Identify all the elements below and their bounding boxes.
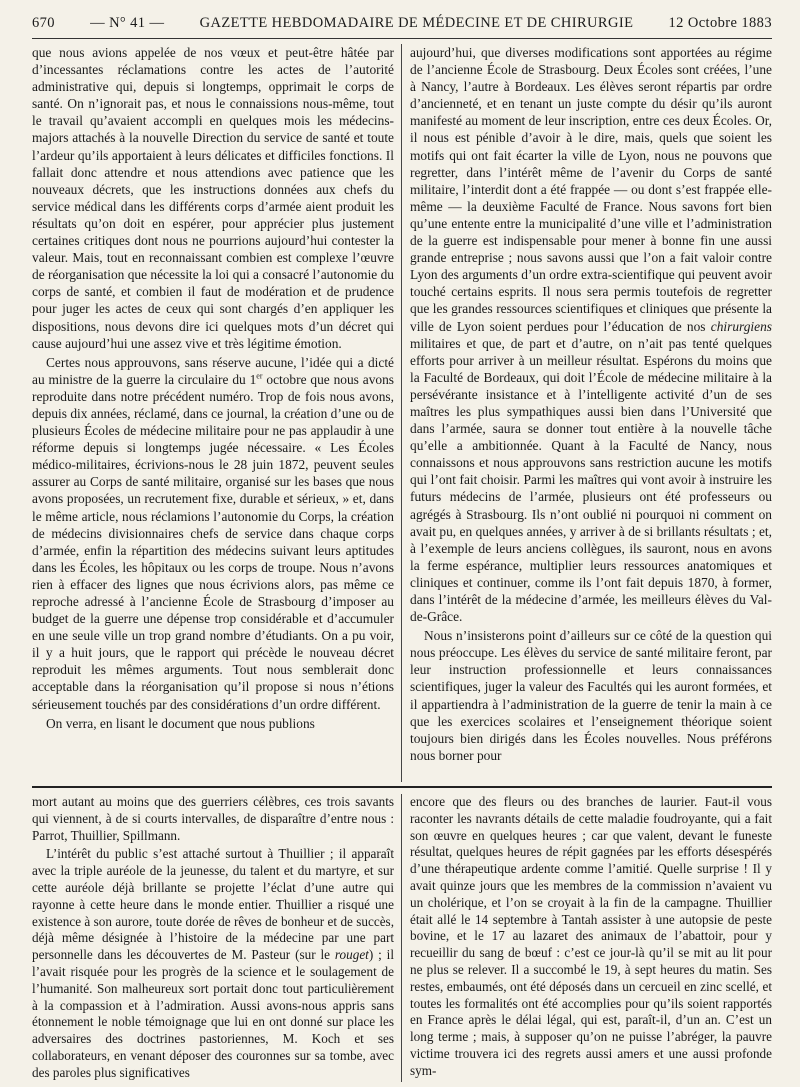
section-divider <box>32 786 772 788</box>
paragraph: Nous n’insisterons point d’ailleurs sur ce côté de la question qui nous préoccupe. Les élèves du service de santé militaire feront, par leur instruction professionnelle et leurs connaissances scientifiques, juger la valeur des Facultés qui les auront formées, et il appartiendra à l’administration de la guerre de tenir la main à ce que les exercices scolaires et l’enseignement théorique soient toujours bien dirigés dans les Écoles nouvelles. Nous préférons nous borner pour <box>410 628 772 763</box>
issue-date: 12 Octobre 1883 <box>668 14 772 31</box>
article-column-right <box>410 44 772 782</box>
feuilleton-column-left <box>32 794 394 1082</box>
paragraph: aujourd’hui, que diverses modifications sont apportées au régime de l’ancienne École de Strasbourg. Deux Écoles sont créées, l’une à Nancy, l’autre à Bordeaux. Les élèves seront répartis par ordre d’ancienneté, et en tenant un juste compte du désir qu’ils auront manifesté au moment de leur inscription, entre ces deux Écoles. Or, il nous est pénible d’avoir à le dire, mais, quels que soient les motifs qui ont fait écarter la ville de Lyon, nous ne pouvons que regretter, dans l’intérêt même de l’avenir du Corps de santé militaire, l’interdit dont a été frappée — ou dont s’est frappée elle-même — la deuxième Faculté de France. Nous savons fort bien qu’une entente entre la municipalité d’une ville et l’administration de la guerre est indispensable pour mener à bonne fin une aussi grande entreprise ; nous savons aussi que l’on a fait valoir contre Lyon des arguments d’un ordre extra-scientifique qui peuvent avoir touché certains esprits. Il nous sera permis toutefois de regretter que les grandes ressources scientifiques et cliniques que présente la ville de Lyon soient perdues pour l’éducation de nos chirurgiens militaires et que, de part et d’autre, on n’ait pas tenté quelques efforts pour arriver à un meilleur résultat. Espérons du moins que la Faculté de Bordeaux, qui doit l’École de médecine militaire à la persévérante insistance et à l’intelligente activité d’un de ses maîtres les plus sympathiques aussi bien dans l’Université que dans l’armée, saura se donner tout entière à la nouvelle tâche qu’elle a ambitionnée. Quant à la Faculté de Nancy, nous connaissons et nous approuvons sans restriction aucune les motifs qui l’ont fait choisir. Parmi les maîtres qui vont avoir à instruire les futurs médecins de l’armée, plusieurs ont été professeurs ou agrégés à Strasbourg. Ils n’ont oublié ni pourquoi ni comment on avait pu, en quelques années, y arriver à de si brillants résultats ; et, à l’exemple de leurs anciens collègues, ils sauront, nous en avons la ferme espérance, multiplier leurs ressources anatomiques et cliniques et continuer, comme ils l’ont fait depuis 1870, à former, dans l’intérêt de la médecine d’armée, les meilleurs élèves du Val-de-Grâce. <box>410 45 772 625</box>
page-header <box>32 12 772 34</box>
paragraph: On verra, en lisant le document que nous publions <box>46 715 315 731</box>
column-divider <box>401 794 402 1082</box>
page-number: 670 <box>32 14 55 31</box>
article-column-left <box>32 44 394 782</box>
column-divider <box>401 44 402 782</box>
paragraph: encore que des fleurs ou des branches de laurier. Faut-il vous raconter les navrants détails de cette maladie foudroyante, qui a fait son œuvre en quelques heures ; car que valent, devant le funeste résultat, quelques heures de répit gagnées par les efforts désespérés d’une thérapeutique ardente comme l’amitié. Quelle surprise ! Il y avait quinze jours que les membres de la commission n’avaient vu un cholérique, et l’on se croyait à la fin de la campagne. Thuillier était allé le 14 septembre à Tantah assister à une autopsie de peste bovine, et le 17 au lazaret des animaux de l’abattoir, pour y recueillir du sang de bœuf : c’est ce jour-là qu’il se mit au lit pour ne plus se relever. Il a succombé le 19, à sept heures du matin. Ses restes, embaumés, ont été déposés dans un cercueil en zinc scellé, et toutes les formalités ont été accomplies pour qu’ils soient rapportés en France après le délai légal, qui est, paraît-il, d’un an. C’est un long terme ; mais, à supposer qu’on ne puisse l’abréger, la pauvre victime trouvera ici des regrets aussi amers et une aussi profonde sym- <box>410 794 772 1078</box>
paragraph: mort autant au moins que des guerriers célèbres, ces trois savants qui viennent, à de si courts intervalles, de disparaître d’entre nous : Parrot, Thuillier, Spillmann. <box>32 794 394 843</box>
issue-number: — N° 41 — <box>90 14 165 31</box>
feuilleton-column-right <box>410 794 772 1082</box>
paragraph: Certes nous approuvons, sans réserve aucune, l’idée qui a dicté au ministre de la guerre la circulaire du 1er octobre que nous avons reproduite dans notre précédent numéro. Trop de fois nous avons, depuis dix années, réclamé, dans ce journal, la création d’une ou de plusieurs Écoles de médecine militaire pour ne pas applaudir à une réforme depuis si longtemps jugée nécessaire. « Les Écoles médico-militaires, écrivions-nous le 28 juin 1872, peuvent seules assurer au Corps de santé militaire, organisé sur les bases que nous avons proposées, un recrutement fixe, durable et sérieux, » et, dans le même article, nous réclamions l’autonomie du Corps, la création de médecins divisionnaires chefs de service dans chaque corps d’armée, enfin la répartition des médecins suivant leurs aptitudes dans les Écoles, les hôpitaux ou les corps de troupe. Nous n’avons rien à effacer des lignes que nous écrivions alors, pas même ce reproche adressé à l’ancienne École de Strasbourg d’imposer au budget de la guerre une dépense trop considérable et d’accumuler en une seule ville un trop grand nombre d’étudiants. On a pu voir, il y a huit jours, que le rapport qui précède le nouveau décret reproduit les mêmes arguments. Tout nous semblerait donc acceptable dans la réorganisation qu’il propose si nous n’étions sérieusement touchés par des considérations d’un ordre différent. <box>32 354 394 712</box>
paragraph: que nous avions appelée de nos vœux et peut-être hâtée par d’incessantes réclamations contre les actes de l’autorité administrative qui, depuis si longtemps, opprimait le corps de santé. On n’ignorait pas, et nous le connaissions nous-même, tout le travail qu’avaient accompli en quelques mois les médecins-majors attachés à la nouvelle Direction du service de santé et toute l’ardeur qu’ils apportaient à leurs délicates et difficiles fonctions. Il fallait donc attendre et nous attendions avec patience que les nouveaux décrets, que les instructions données aux chefs du service médical dans les différents corps d’armée aient produit les résultats qu’on doit en espérer, pour apprécier plus justement certaines critiques dont nous ne pourrions aujourd’hui contester la valeur. Mais, tout en reconnaissant combien est complexe l’œuvre de réorganisation que nécessite la loi qui a consacré l’autonomie du corps de santé, et combien il faut de modération et de prudence pour juger les actes de ceux qui sont chargés d’en appliquer les dispositions, nous devons dire ici quelques mots d’un décret qui cause aujourd’hui une assez vive et très légitime émotion. <box>32 45 394 351</box>
journal-title: GAZETTE HEBDOMADAIRE DE MÉDECINE ET DE CHIRURGIE <box>199 14 634 31</box>
header-rule <box>32 38 772 39</box>
paragraph: L’intérêt du public s’est attaché surtout à Thuillier ; il apparaît avec la triple auréole de la jeunesse, du talent et du martyre, et sur cette auréole déjà brillante se projette l’éclat d’une autre qui rayonne à cette heure dans le monde entier. Thuillier a risqué une existence à son aurore, toute dorée de rêves de bonheur et de succès, déjà même désignée à l’histoire de la médecine par une part personnelle dans les découvertes de M. Pasteur (sur le rouget) ; il l’avait risquée pour les progrès de la science et le soulagement de l’humanité. Son malheureux sort portait donc tout particulièrement à la compassion et à l’admiration. Aussi avons-nous appris sans étonnement le noble témoignage que lui en ont donné sur place les adversaires des doctrines pastoriennes, M. Koch et ses collaborateurs, en venant déposer des couronnes sur sa tombe, avec des paroles plus significatives <box>32 846 394 1080</box>
